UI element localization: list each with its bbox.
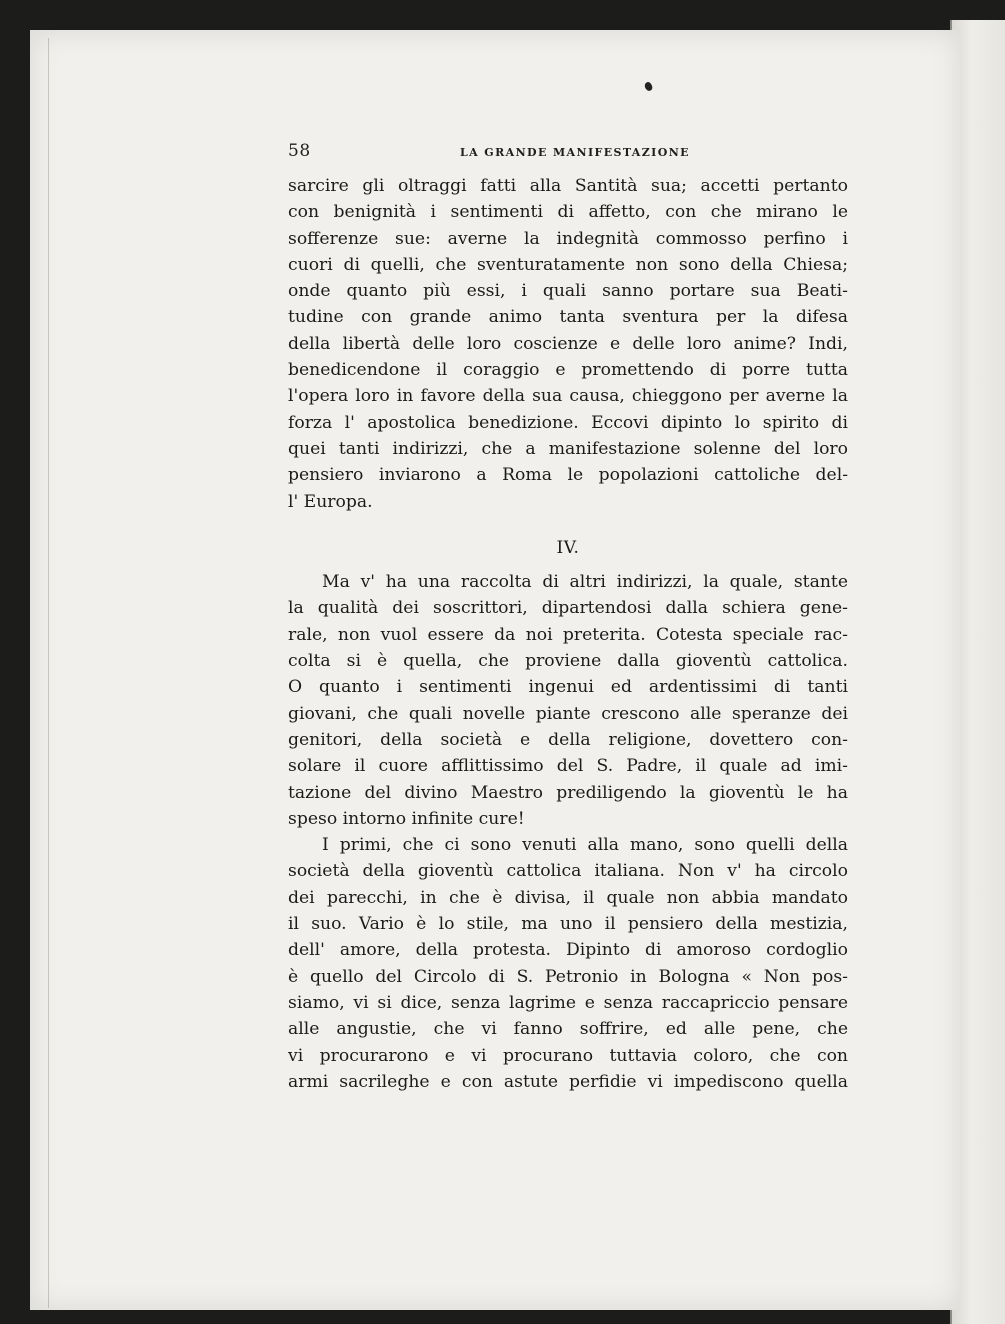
text-line: tazione del divino Maestro prediligendo la gioventù le ha: [288, 782, 848, 803]
text-line: vi procurarono e vi procurano tuttavia coloro, che con: [288, 1045, 848, 1066]
text-line: rale, non vuol essere da noi preterita. Cotesta speciale rac-: [288, 624, 848, 645]
text-line: il suo. Vario è lo stile, ma uno il pensiero della mestizia,: [288, 914, 848, 935]
paragraph-2: [288, 569, 848, 832]
text-line: colta si è quella, che proviene dalla gioventù cattolica.: [288, 651, 848, 672]
text-line: siamo, vi si dice, senza lagrime e senza raccapriccio pensare: [288, 992, 848, 1013]
text-line: Ma v' ha una raccolta di altri indirizzi, la quale, stante: [322, 572, 848, 593]
text-line: solare il cuore afflittissimo del S. Padre, il quale ad imi-: [288, 756, 848, 777]
text-line: l'opera loro in favore della sua causa, chieggono per averne la: [288, 386, 848, 407]
running-head: LA GRANDE MANIFESTAZIONE: [460, 146, 690, 159]
text-line: quei tanti indirizzi, che a manifestazione solenne del loro: [288, 438, 848, 459]
body-text: [288, 173, 848, 1095]
text-line: forza l' apostolica benedizione. Eccovi dipinto lo spirito di: [288, 412, 848, 433]
text-line: speso intorno infinite cure!: [288, 808, 525, 829]
text-line: armi sacrileghe e con astute perfidie vi impediscono quella: [288, 1071, 848, 1092]
section-heading: IV.: [556, 537, 580, 558]
text-line: alle angustie, che vi fanno soffrire, ed alle pene, che: [288, 1019, 848, 1040]
text-line: con benignità i sentimenti di affetto, con che mirano le: [288, 202, 848, 223]
text-line: giovani, che quali novelle piante crescono alle speranze dei: [288, 703, 848, 724]
paragraph-3: [288, 832, 848, 1095]
spacer: [288, 515, 848, 529]
text-line: onde quanto più essi, i quali sanno portare sua Beati-: [288, 281, 848, 302]
text-line: dei parecchi, in che è divisa, il quale non abbia mandato: [288, 887, 848, 908]
text-line: genitori, della società e della religione, dovettero con-: [288, 729, 848, 750]
text-line: cuori di quelli, che sventuratamente non sono della Chiesa;: [288, 254, 848, 275]
text-line: O quanto i sentimenti ingenui ed ardentissimi di tanti: [288, 677, 848, 698]
text-line: l' Europa.: [288, 491, 373, 512]
text-line: della libertà delle loro coscienze e delle loro anime? Indi,: [288, 333, 848, 354]
text-line: sofferenze sue: averne la indegnità commosso perfino i: [288, 228, 848, 249]
text-line: è quello del Circolo di S. Petronio in Bologna « Non pos-: [288, 966, 848, 987]
text-line: sarcire gli oltraggi fatti alla Santità sua; accetti pertanto: [288, 176, 848, 196]
text-line: la qualità dei soscrittori, dipartendosi dalla schiera gene-: [288, 598, 848, 619]
page-number: 58: [288, 141, 311, 161]
paragraph-1: [288, 173, 848, 515]
text-line: dell' amore, della protesta. Dipinto di amoroso cordoglio: [288, 940, 848, 961]
text-line: tudine con grande animo tanta sventura per la difesa: [288, 307, 848, 328]
text-line: benedicendone il coraggio e promettendo di porre tutta: [288, 360, 848, 381]
text-line: I primi, che ci sono venuti alla mano, sono quelli della: [322, 835, 848, 856]
text-line: società della gioventù cattolica italiana. Non v' ha circolo: [288, 861, 848, 882]
text-line: pensiero inviarono a Roma le popolazioni cattoliche del-: [288, 465, 848, 486]
